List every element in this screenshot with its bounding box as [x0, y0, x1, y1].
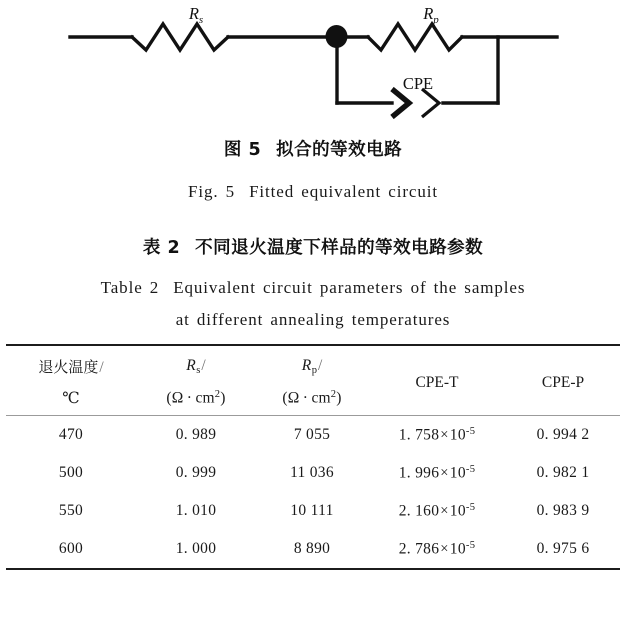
header-cell-cpe-t: CPE-T — [415, 374, 459, 391]
cell-cpe-p: 0. 994 2 — [536, 426, 590, 443]
cell-cpe-p: 0. 975 6 — [536, 540, 590, 557]
cpe-t-mantissa: 2. 786 — [398, 540, 440, 558]
cell-rs: 0. 999 — [175, 464, 217, 481]
cpe-chevron-left-icon — [392, 89, 409, 117]
table-row — [6, 454, 620, 492]
cell-rp: 7 055 — [293, 426, 331, 443]
cpe-t-base: 10 — [449, 540, 466, 558]
header-rs-symbol: R — [186, 357, 196, 375]
cell-cpe-t — [368, 530, 506, 569]
resistor-rs-zigzag — [132, 24, 228, 50]
cell-temperature: 600 — [58, 540, 84, 557]
multiplication-icon: × — [440, 541, 449, 558]
cpe-t-base: 10 — [449, 426, 466, 444]
header-rp-subscript: p — [311, 364, 317, 376]
table-caption-en-text-line1: Equivalent circuit parameters of the samples — [173, 278, 526, 297]
table-caption-cn-prefix: 表 2 — [142, 238, 181, 258]
header-cell-rp-unit — [256, 382, 368, 416]
cell-cpe-t — [368, 416, 506, 454]
cell-rs: 1. 010 — [175, 502, 217, 519]
table-caption-en-prefix: Table 2 — [100, 278, 160, 297]
circuit-diagram-svg — [0, 0, 626, 128]
table-header-row-line1 — [6, 346, 620, 382]
header-rp-symbol: R — [301, 357, 312, 375]
figure-caption-en-prefix: Fig. 5 — [188, 182, 236, 201]
header-rs-unit-exponent: 2 — [214, 389, 221, 401]
header-rs-unit-close: ) — [220, 389, 226, 407]
cell-cpe-t — [368, 492, 506, 530]
header-rs-unit-dot: · — [186, 389, 193, 407]
header-rs-slash: / — [201, 357, 206, 375]
cpe-chevron-right-icon — [422, 89, 439, 117]
cell-temperature: 470 — [58, 426, 84, 443]
header-cell-rs — [136, 346, 256, 382]
header-rp-unit-cm: cm — [311, 389, 331, 407]
header-cell-rs-unit — [136, 382, 256, 416]
table-caption-cn-text: 不同退火温度下样品的等效电路参数 — [195, 238, 484, 258]
table-row — [6, 416, 620, 454]
header-cell-temperature-unit — [6, 382, 136, 416]
header-cell-cpe-p: CPE-P — [541, 374, 585, 391]
cell-rp: 10 111 — [290, 502, 334, 519]
cell-rs: 1. 000 — [175, 540, 217, 557]
header-rp-unit-dot: · — [302, 389, 309, 407]
cpe-t-exponent: -5 — [465, 501, 476, 513]
multiplication-icon: × — [440, 427, 449, 444]
label-rp: $R_p$ — [423, 4, 439, 26]
cpe-t-exponent: -5 — [465, 425, 476, 437]
header-annealing-temperature-slash: / — [99, 359, 104, 376]
table-row — [6, 530, 620, 569]
table-caption-chinese — [0, 234, 626, 259]
figure-caption-chinese — [0, 136, 626, 161]
cell-temperature: 550 — [58, 502, 84, 519]
resistor-rp-zigzag — [368, 24, 462, 50]
cpe-t-mantissa: 2. 160 — [398, 502, 440, 520]
figure-equivalent-circuit — [0, 0, 626, 128]
cpe-t-mantissa: 1. 758 — [398, 426, 440, 444]
table-caption-english-line1 — [0, 278, 626, 298]
table-header — [6, 345, 620, 416]
cell-rs: 0. 989 — [175, 426, 217, 443]
equivalent-circuit-parameters-table — [6, 344, 620, 570]
header-annealing-temperature-label: 退火温度 — [38, 358, 99, 376]
figure-caption-en-text: Fitted equivalent circuit — [249, 182, 438, 201]
cell-rp: 8 890 — [293, 540, 331, 557]
cpe-t-mantissa: 1. 996 — [398, 464, 440, 482]
cpe-t-base: 10 — [449, 502, 466, 520]
header-cell-rp — [256, 346, 368, 382]
header-rp-unit-omega: Ω — [287, 389, 300, 407]
table-rule-bottom — [6, 569, 620, 570]
header-rs-unit-open: ( — [166, 389, 172, 407]
header-rp-unit-exponent: 2 — [330, 389, 337, 401]
cpe-t-exponent: -5 — [465, 539, 476, 551]
cell-cpe-p: 0. 982 1 — [536, 464, 590, 481]
figure-caption-english — [0, 182, 626, 202]
header-cell-annealing-temperature — [6, 346, 136, 382]
label-rs: $R_s$ — [188, 4, 204, 26]
multiplication-icon: × — [440, 503, 449, 520]
header-rs-unit-cm: cm — [195, 389, 215, 407]
header-rs-unit-omega: Ω — [171, 389, 184, 407]
multiplication-icon: × — [440, 465, 449, 482]
header-rs-subscript: s — [196, 364, 201, 376]
figure-caption-cn-text: 拟合的等效电路 — [276, 140, 403, 160]
table-caption-english-line2: at different annealing temperatures — [175, 310, 451, 329]
header-rp-unit-open: ( — [282, 389, 288, 407]
figure-caption-cn-prefix: 图 5 — [223, 140, 262, 160]
header-rp-slash: / — [317, 357, 323, 375]
junction-node-dot — [326, 25, 348, 48]
header-rp-unit-close: ) — [336, 389, 342, 407]
cpe-t-exponent: -5 — [465, 463, 476, 475]
table-body — [6, 416, 620, 570]
table-row — [6, 492, 620, 530]
cell-rp: 11 036 — [290, 464, 334, 481]
cell-temperature: 500 — [58, 464, 84, 481]
label-cpe: CPE — [402, 74, 434, 93]
cpe-t-base: 10 — [449, 464, 466, 482]
cell-cpe-t — [368, 454, 506, 492]
header-celsius-unit: ℃ — [62, 390, 80, 407]
cell-cpe-p: 0. 983 9 — [536, 502, 590, 519]
